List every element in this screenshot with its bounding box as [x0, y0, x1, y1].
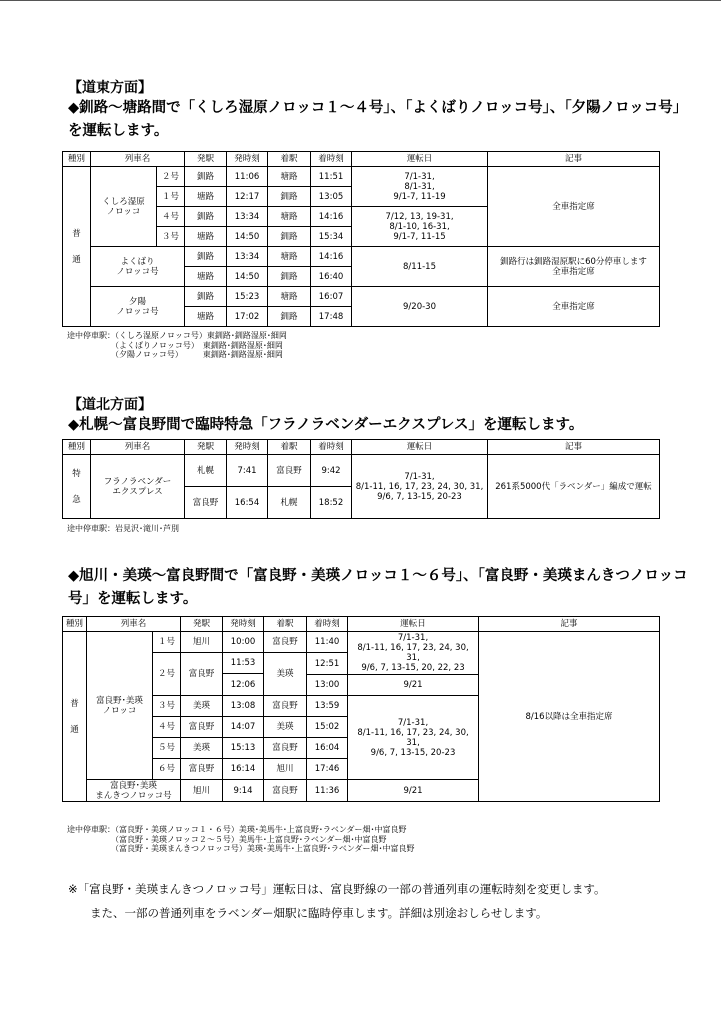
- dep-station: 釧路: [185, 207, 227, 227]
- train-number: ３号: [153, 696, 181, 717]
- type-cell: 普 通: [63, 632, 87, 802]
- train-number: ２号: [153, 653, 181, 696]
- header-arr-time: 着時刻: [311, 152, 352, 167]
- arr-station: 富良野: [264, 696, 307, 717]
- arr-time: 15:34: [311, 227, 352, 247]
- header-dep-time: 発時刻: [227, 152, 268, 167]
- arr-time: 12:51: [307, 653, 348, 675]
- arr-station: 塘路: [268, 247, 311, 267]
- dep-time: 16:54: [227, 487, 268, 519]
- arr-time: 17:46: [307, 759, 348, 780]
- train-number: ４号: [157, 207, 185, 227]
- note: 8/16以降は全車指定席: [479, 632, 660, 802]
- arr-station: 塘路: [268, 287, 311, 307]
- arr-station: 富良野: [264, 738, 307, 759]
- arr-station: 美瑛: [264, 717, 307, 738]
- dep-station: 釧路: [185, 247, 227, 267]
- run-days: 7/1-31, 8/1-11, 16, 17, 23, 24, 30, 31, 9/6, 7, 13-15, 20, 22, 23: [348, 632, 479, 675]
- train-number: １号: [157, 187, 185, 207]
- dep-time: 11:53: [223, 653, 264, 674]
- asahikawa-title: ◆旭川・美瑛～富良野間で「富良野・美瑛ノロッコ１～６号」、「富良野・美瑛まんきつノロッコ号」を運転します。: [68, 568, 688, 607]
- header-arr-time: 着時刻: [311, 440, 352, 455]
- dep-time: 13:34: [227, 247, 268, 267]
- arr-time: 14:16: [311, 207, 352, 227]
- dohoku-stops: 途中停車駅：岩見沢･滝川･芦別: [67, 524, 179, 533]
- header-train-name: 列車名: [91, 440, 185, 455]
- dep-station: 塘路: [185, 227, 227, 247]
- run-days: 7/1-31, 8/1-11, 16, 17, 23, 24, 30, 31, 9/6, 7, 13-15, 20-23: [352, 455, 488, 519]
- dep-time: 15:23: [227, 287, 268, 307]
- dep-station: 釧路: [185, 287, 227, 307]
- train-name: よくばり ノロッコ号: [91, 247, 185, 287]
- header-dep-station: 発駅: [181, 617, 223, 632]
- train-name: 夕陽 ノロッコ号: [91, 287, 185, 327]
- section-heading-dohoku: 【道北方面】: [68, 397, 152, 413]
- asahikawa-stops: 途中停車駅：（富良野・美瑛ノロッコ１・６号）美瑛･美馬牛･上富良野･ラベンダー畑･中富良野 （富良野・美瑛ノロッコ２～５号）美馬牛･上富良野･ラベンダー畑･中富良野 （富良野・美瑛まんきつノロッコ号）美瑛･美馬牛･上富良野･ラベンダー畑･中富良野: [67, 825, 415, 853]
- arr-station: 旭川: [264, 759, 307, 780]
- arr-station: 富良野: [264, 780, 307, 802]
- dep-station: 富良野: [181, 653, 223, 696]
- header-days: 運転日: [352, 152, 488, 167]
- note: 261系5000代「ラベンダー」編成で運転: [488, 455, 660, 519]
- header-train-name: 列車名: [91, 152, 185, 167]
- dep-station: 塘路: [185, 187, 227, 207]
- section-heading-doto: 【道東方面】: [68, 80, 152, 96]
- train-number: ２号: [157, 167, 185, 187]
- type-cell: 普 通: [63, 167, 91, 327]
- arr-time: 14:16: [311, 247, 352, 267]
- dep-time: 16:14: [223, 759, 264, 780]
- train-number: ３号: [157, 227, 185, 247]
- run-days: 9/21: [348, 675, 479, 696]
- header-dep-time: 発時刻: [227, 440, 268, 455]
- train-name: フラノラベンダー エクスプレス: [91, 455, 185, 519]
- arr-station: 富良野: [268, 455, 311, 487]
- dep-time: 14:50: [227, 267, 268, 287]
- header-arr-station: 着駅: [268, 152, 311, 167]
- arr-time: 16:40: [311, 267, 352, 287]
- dep-station: 旭川: [181, 780, 223, 802]
- dep-time: 7:41: [227, 455, 268, 487]
- dep-time: 10:00: [223, 632, 264, 653]
- arr-station: 塘路: [268, 207, 311, 227]
- dep-time: 14:07: [223, 717, 264, 738]
- arr-station: 富良野: [264, 632, 307, 653]
- dep-station: 旭川: [181, 632, 223, 653]
- dep-time: 14:50: [227, 227, 268, 247]
- arr-station: 釧路: [268, 187, 311, 207]
- run-days: 8/11-15: [352, 247, 488, 287]
- dohoku-timetable: [62, 439, 660, 519]
- dep-time: 13:08: [223, 696, 264, 717]
- header-dep-station: 発駅: [185, 152, 227, 167]
- arr-time: 13:59: [307, 696, 348, 717]
- dep-station: 塘路: [185, 267, 227, 287]
- footer-note-2: また、一部の普通列車をラベンダー畑駅に臨時停車します。詳細は別途おしらせします。: [90, 906, 548, 920]
- arr-time: 18:52: [311, 487, 352, 519]
- run-days: 7/1-31, 8/1-11, 16, 17, 23, 24, 30, 31, 9/6, 7, 13-15, 20-23: [348, 696, 479, 780]
- train-name: くしろ湿原 ノロッコ: [91, 167, 157, 247]
- train-number: ６号: [153, 759, 181, 780]
- dep-time: 11:06: [227, 167, 268, 187]
- header-type: 種別: [63, 617, 87, 632]
- dep-time: 9:14: [223, 780, 264, 802]
- header-notes: 記事: [488, 440, 660, 455]
- arr-station: 札幌: [268, 487, 311, 519]
- note: 全車指定席: [488, 167, 660, 247]
- run-days: 9/21: [348, 780, 479, 802]
- train-name: 富良野･美瑛 まんきつノロッコ号: [87, 780, 181, 802]
- doto-title: ◆釧路～塘路間で「くしろ湿原ノロッコ１～４号」、「よくばりノロッコ号」、「夕陽ノロッコ号」を運転します。: [68, 100, 688, 139]
- footer-note-1: ※「富良野・美瑛まんきつノロッコ号」運転日は、富良野線の一部の普通列車の運転時刻を変更します。: [68, 882, 606, 896]
- dep-station: 美瑛: [181, 738, 223, 759]
- arr-station: 釧路: [268, 227, 311, 247]
- note: 全車指定席: [488, 287, 660, 327]
- header-dep-station: 発駅: [185, 440, 227, 455]
- arr-time: 16:04: [307, 738, 348, 759]
- dep-time: 12:17: [227, 187, 268, 207]
- header-days: 運転日: [348, 617, 479, 632]
- header-notes: 記事: [479, 617, 660, 632]
- dep-time: 12:06: [223, 674, 264, 696]
- train-number: ５号: [153, 738, 181, 759]
- arr-station: 釧路: [268, 307, 311, 327]
- train-name: 富良野･美瑛 ノロッコ: [87, 632, 153, 780]
- arr-time: 11:51: [311, 167, 352, 187]
- dohoku-title: ◆札幌～富良野間で臨時特急「フラノラベンダーエクスプレス」を運転します。: [68, 417, 584, 433]
- header-type: 種別: [63, 440, 91, 455]
- doto-timetable: [62, 151, 660, 327]
- dep-station: 富良野: [181, 717, 223, 738]
- train-number: ４号: [153, 717, 181, 738]
- arr-time: 15:02: [307, 717, 348, 738]
- header-arr-station: 着駅: [264, 617, 307, 632]
- arr-time: 13:05: [311, 187, 352, 207]
- arr-time: 11:40: [307, 632, 348, 653]
- header-arr-time: 着時刻: [307, 617, 348, 632]
- dep-time: 13:34: [227, 207, 268, 227]
- top-border: [0, 0, 721, 1]
- train-number: １号: [153, 632, 181, 653]
- arr-station: 美瑛: [264, 653, 307, 696]
- dep-time: 15:13: [223, 738, 264, 759]
- header-notes: 記事: [488, 152, 660, 167]
- arr-time: 11:36: [307, 780, 348, 802]
- arr-time: 17:48: [311, 307, 352, 327]
- dep-station: 塘路: [185, 307, 227, 327]
- header-type: 種別: [63, 152, 91, 167]
- type-cell: 特 急: [63, 455, 91, 519]
- arr-station: 塘路: [268, 167, 311, 187]
- doto-stops: 途中停車駅：（くしろ湿原ノロッコ号）東釧路･釧路湿原･細岡 （よくばりノロッコ号） 東釧路･釧路湿原･細岡 （夕陽ノロッコ号） 東釧路･釧路湿原･細岡: [67, 331, 287, 359]
- arr-station: 釧路: [268, 267, 311, 287]
- header-arr-station: 着駅: [268, 440, 311, 455]
- dep-station: 富良野: [181, 759, 223, 780]
- note: 釧路行は釧路湿原駅に60分停車します 全車指定席: [488, 247, 660, 287]
- run-days: 9/20-30: [352, 287, 488, 327]
- dep-time: 17:02: [227, 307, 268, 327]
- dep-station: 美瑛: [181, 696, 223, 717]
- dep-station: 札幌: [185, 455, 227, 487]
- dep-station: 富良野: [185, 487, 227, 519]
- run-days: 7/1-31, 8/1-31, 9/1-7, 11-19: [352, 167, 488, 207]
- dep-station: 釧路: [185, 167, 227, 187]
- arr-time: 13:00: [307, 675, 348, 696]
- header-days: 運転日: [352, 440, 488, 455]
- run-days: 7/12, 13, 19-31, 8/1-10, 16-31, 9/1-7, 11-15: [352, 207, 488, 247]
- header-train-name: 列車名: [87, 617, 181, 632]
- asahikawa-timetable: [62, 616, 660, 802]
- arr-time: 16:07: [311, 287, 352, 307]
- header-dep-time: 発時刻: [223, 617, 264, 632]
- arr-time: 9:42: [311, 455, 352, 487]
